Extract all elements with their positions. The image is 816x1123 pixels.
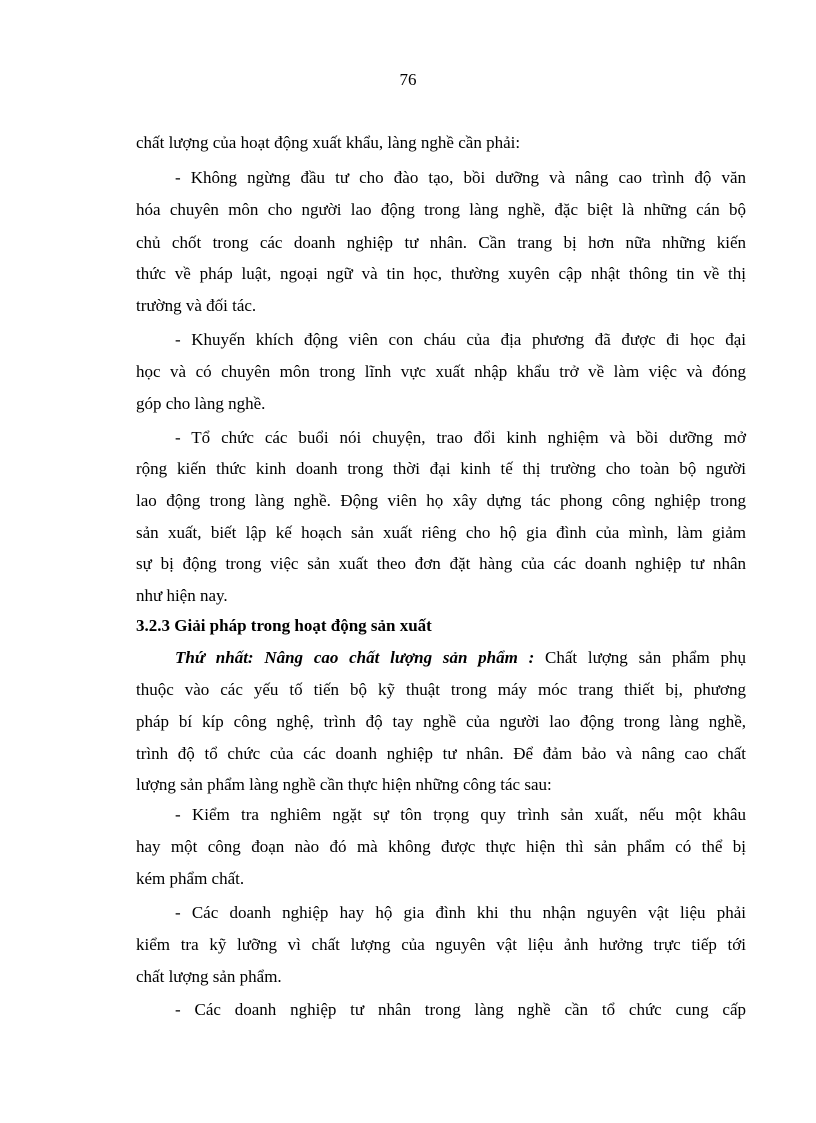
text-line: kiểm tra kỹ lưỡng vì chất lượng của nguyên vật liệu ảnh hưởng trực tiếp tới	[136, 935, 746, 954]
text-line	[175, 648, 746, 668]
text-line: chất lượng của hoạt động xuất khẩu, làng nghề cần phải:	[136, 133, 521, 152]
text-line: trình độ tổ chức của các doanh nghiệp tư nhân. Để đảm bảo và nâng cao chất	[136, 744, 746, 763]
text-line: rộng kiến thức kinh doanh trong thời đại kinh tế thị trường cho toàn bộ người	[136, 459, 746, 478]
text-line: lao động trong làng nghề. Động viên họ xây dựng tác phong công nghiệp trong	[136, 491, 746, 510]
text-line: chất lượng sản phẩm.	[136, 967, 282, 986]
text-line: lượng sản phẩm làng nghề cần thực hiện những công tác sau:	[136, 775, 552, 794]
text-line: sự bị động trong việc sản xuất theo đơn đặt hàng của các doanh nghiệp tư nhân	[136, 554, 746, 573]
text-line: như hiện nay.	[136, 586, 228, 605]
text-line: - Các doanh nghiệp tư nhân trong làng nghề cần tổ chức cung cấp	[175, 1000, 746, 1019]
section-heading: 3.2.3 Giải pháp trong hoạt động sản xuất	[136, 616, 432, 635]
text-line: thuộc vào các yếu tố tiến bộ kỹ thuật trong máy móc trang thiết bị, phương	[136, 680, 746, 699]
text-line: - Tổ chức các buổi nói chuyện, trao đổi kinh nghiệm và bồi dưỡng mở	[175, 428, 746, 447]
text-line: góp cho làng nghề.	[136, 394, 266, 413]
text-line: chủ chốt trong các doanh nghiệp tư nhân. Cần trang bị hơn nữa những kiến	[136, 233, 746, 252]
text-line: pháp bí kíp công nghệ, trình độ tay nghề của người lao động trong làng nghề,	[136, 712, 746, 731]
page-number: 76	[399, 70, 417, 89]
first-point-text: Chất lượng sản phẩm phụ	[534, 648, 747, 667]
text-line: trường và đối tác.	[136, 296, 257, 315]
text-line: thức về pháp luật, ngoại ngữ và tin học, thường xuyên cập nhật thông tin về thị	[136, 264, 746, 283]
text-line: - Không ngừng đầu tư cho đào tạo, bồi dưỡng và nâng cao trình độ văn	[175, 168, 746, 187]
text-line: - Các doanh nghiệp hay hộ gia đình khi thu nhận nguyên vật liệu phải	[175, 903, 746, 922]
first-point-label: Thứ nhất: Nâng cao chất lượng sản phẩm :	[175, 648, 535, 667]
text-line: hay một công đoạn nào đó mà không được thực hiện thì sản phẩm có thể bị	[136, 837, 746, 856]
text-line: - Khuyến khích động viên con cháu của địa phương đã được đi học đại	[175, 330, 746, 349]
text-line: sản xuất, biết lập kế hoạch sản xuất riêng cho hộ gia đình của mình, làm giảm	[136, 523, 746, 542]
text-line: - Kiểm tra nghiêm ngặt sự tôn trọng quy trình sản xuất, nếu một khâu	[175, 805, 746, 824]
text-line: kém phẩm chất.	[136, 869, 245, 888]
text-line: học và có chuyên môn trong lĩnh vực xuất nhập khẩu trở về làm việc và đóng	[136, 362, 746, 381]
text-line: hóa chuyên môn cho người lao động trong làng nghề, đặc biệt là những cán bộ	[136, 200, 746, 219]
